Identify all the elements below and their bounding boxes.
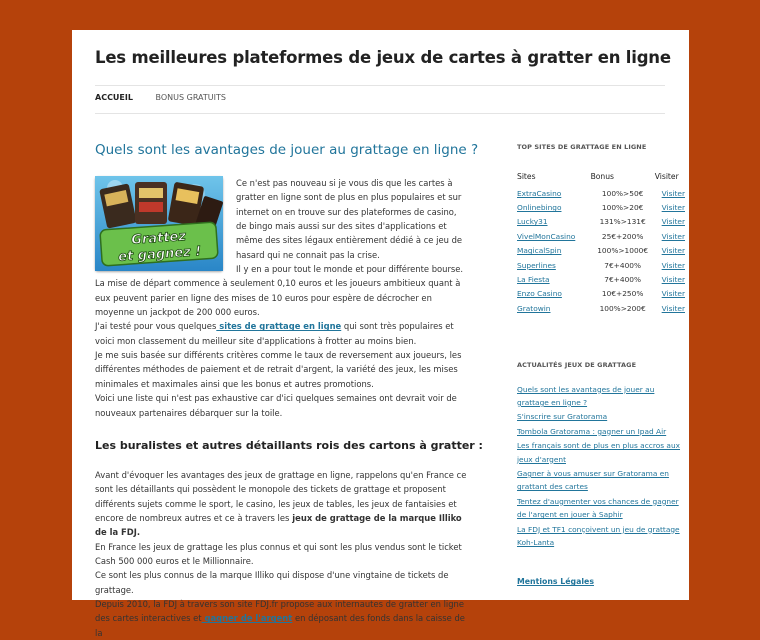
visit-link[interactable]: Visiter — [661, 203, 685, 213]
header-divider — [95, 85, 665, 86]
detaillants-text: Avant d'évoquer les avantages des jeux de grattage en ligne, rappelons qu'en France ce sont les détaillants qui possèdent le monopole des tickets de grattage et proposent différents sujets comme le sport, le casino, les jeux de tables, les jeux de fantaisies et encore de nombreux autres et ce à travers les — [95, 469, 467, 523]
widget-title-news: ACTUALITÉS JEUX DE GRATTAGE — [517, 360, 637, 369]
bonus-value: 100%>50€ — [601, 188, 644, 198]
news-link[interactable]: Quels sont les avantages de jouer au grattage en ligne ? — [517, 384, 655, 407]
news-link[interactable]: Tombola Gratorama : gagner un Ipad Air — [517, 426, 667, 436]
visit-link[interactable]: Visiter — [661, 275, 685, 285]
table-row — [517, 258, 685, 272]
bonus-value: 100%>200€ — [599, 303, 646, 313]
bonus-value: 131%>131€ — [599, 217, 646, 227]
bonus-value: 7€+400% — [604, 275, 642, 285]
col-header-bonus: Bonus — [590, 172, 615, 181]
post-title[interactable]: Quels sont les avantages de jouer au grattage en ligne ? — [95, 142, 479, 158]
nav-item-bonus-gratuits[interactable]: BONUS GRATUITS — [155, 93, 226, 102]
page-container — [72, 30, 689, 638]
nav-divider — [95, 113, 665, 114]
site-link[interactable]: La Fiesta — [517, 275, 550, 285]
visit-link[interactable]: Visiter — [661, 217, 685, 227]
list-item — [517, 439, 685, 466]
table-row — [517, 301, 685, 315]
visit-link[interactable]: Visiter — [661, 260, 685, 270]
bonus-value: 10€+250% — [601, 289, 644, 299]
paragraph-stakes: La mise de départ commence à seulement 0,10 euros et les joueurs ambitieux quant à eux peuvent parier en ligne des mises de 10 euros pour espère de décrocher en moyenne un jackpot de 200 000 euros. — [95, 278, 461, 318]
col-header-visiter: Visiter — [654, 172, 679, 181]
table-row — [517, 272, 685, 286]
news-widget — [517, 361, 685, 550]
illiko-bold-text: jeux de grattage de la marque Illiko de la FDJ. — [95, 512, 462, 538]
news-list — [517, 383, 685, 550]
news-link[interactable]: La FDJ et TF1 conçoivent un jeu de grattage Koh-Lanta — [517, 524, 680, 547]
site-link[interactable]: ExtraCasino — [517, 188, 562, 198]
table-row — [517, 229, 685, 243]
list-item — [517, 425, 685, 438]
news-link[interactable]: Les français sont de plus en plus accros aux jeux d'argent — [517, 441, 681, 464]
article-image — [95, 176, 223, 271]
widget-title-top-sites: TOP SITES DE GRATTAGE EN LIGNE — [517, 143, 647, 151]
paragraph-detaillants — [95, 468, 467, 540]
article — [95, 140, 483, 640]
news-link[interactable]: Gagner à vous amuser sur Gratorama en grattant des cartes — [517, 468, 669, 492]
fdj-text-after: en déposant des fonds dans la caisse de la — [95, 613, 465, 638]
top-sites-table — [517, 172, 685, 316]
fdj-text-before: Depuis 2010, la FDJ à travers son site FDJ.fr propose aux internautes de gratter en ligne des cartes interactives et — [95, 598, 465, 624]
visit-link[interactable]: Visiter — [661, 231, 685, 241]
site-link[interactable]: MagicalSpin — [517, 246, 562, 256]
paragraph-france: En France les jeux de grattage les plus connus et qui sont les plus vendus sont le ticket Cash 500 000 euros et le Millionnaire. — [95, 541, 462, 566]
paragraph-budget: Il y en a pour tout le monde et pour différente bourse. — [236, 264, 464, 275]
paragraph-illiko: Ce sont les plus connus de la marque Illiko qui dispose d'une vingtaine de tickets de grattage. — [95, 570, 449, 595]
site-title[interactable]: Les meilleures plateformes de jeux de cartes à gratter en ligne — [95, 48, 671, 67]
main-nav — [95, 93, 246, 109]
table-row — [517, 287, 685, 301]
bonus-value: 7€+400% — [604, 260, 642, 270]
paragraph-list-note: Voici une liste qui n'est pas exhaustive car d'ici quelques semaines ont devrait voir de nouveaux partenaires débarquer sur la toile. — [95, 393, 457, 418]
mentions-legales-link[interactable]: Mentions Légales — [517, 577, 594, 587]
tested-text-after: qui sont très populaires et voici mon classement du meilleur site d'applications à frotter au moins bien. — [95, 321, 454, 346]
sidebar — [517, 143, 685, 586]
bonus-value: 100%>1000€ — [597, 246, 649, 256]
list-item — [517, 467, 685, 494]
nav-item-accueil[interactable]: ACCUEIL — [95, 93, 133, 102]
site-link[interactable]: Lucky31 — [517, 217, 548, 227]
visit-link[interactable]: Visiter — [661, 188, 685, 198]
link-gagner-argent[interactable]: gagner de l'argent — [201, 613, 293, 624]
paragraph-tested — [95, 319, 467, 348]
table-row — [517, 200, 685, 214]
paragraph-intro: Ce n'est pas nouveau si je vous dis que les cartes à gratter en ligne sont de plus en plus populaires et sur internet on en trouve sur des plateformes de casino, de bingo mais aussi sur des sites d'applications et même des sites légaux entièrement dédié à ce jeu de hasard qui ne connait pas la crise. — [236, 178, 463, 260]
site-link[interactable]: Gratowin — [517, 303, 551, 313]
paragraph-criteria: Je me suis basée sur différents critères comme le taux de reversement aux joueurs, les différentes méthodes de paiement et de retrait d'argent, la variété des jeux, les mises minimales et maximales ainsi que les bonus et autres promotions. — [95, 350, 462, 389]
svg-text:Grattez: Grattez — [130, 229, 187, 248]
table-row — [517, 215, 685, 229]
list-item — [517, 410, 685, 423]
section-heading: Les buralistes et autres détaillants rois des cartons à gratter : — [95, 438, 483, 452]
site-link[interactable]: Onlinebingo — [517, 203, 562, 213]
table-header-row — [517, 172, 685, 186]
news-link[interactable]: S'inscrire sur Gratorama — [517, 412, 608, 422]
site-link[interactable]: VivelMonCasino — [517, 231, 576, 241]
list-item — [517, 495, 685, 522]
list-item — [517, 523, 685, 550]
visit-link[interactable]: Visiter — [661, 246, 685, 256]
table-row — [517, 186, 685, 200]
svg-text:et gagnez !: et gagnez ! — [117, 244, 202, 265]
list-item — [517, 383, 685, 410]
tested-text-before: J'ai testé pour vous quelques — [95, 321, 217, 332]
col-header-sites: Sites — [517, 172, 536, 181]
table-row — [517, 244, 685, 258]
scratch-card-illustration — [95, 176, 223, 271]
visit-link[interactable]: Visiter — [661, 289, 685, 299]
mentions-legales — [517, 577, 685, 586]
site-link[interactable]: Superlines — [517, 260, 556, 270]
news-link[interactable]: Tentez d'augmenter vos chances de gagner de l'argent en jouer à Saphir — [517, 496, 679, 520]
paragraph-fdj — [95, 597, 467, 640]
bonus-value: 25€+200% — [601, 231, 644, 241]
site-link[interactable]: Enzo Casino — [517, 289, 562, 299]
bonus-value: 100%>20€ — [601, 203, 644, 213]
visit-link[interactable]: Visiter — [661, 303, 685, 313]
link-sites-grattage[interactable]: sites de grattage en ligne — [216, 321, 342, 332]
